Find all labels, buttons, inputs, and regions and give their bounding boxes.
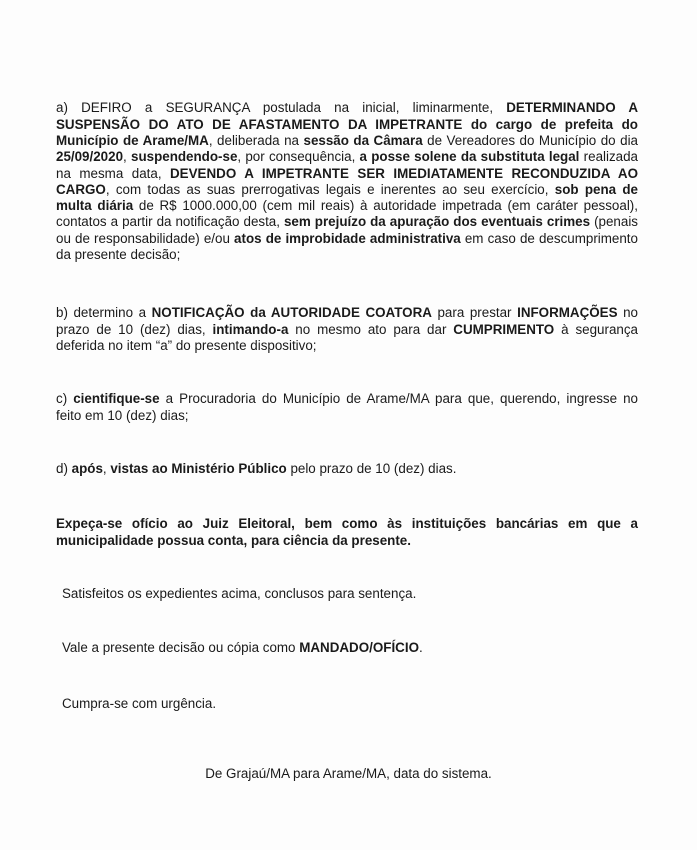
- paragraph-b: [56, 305, 638, 354]
- text-segment: à segurança deferida no item “a” do presente dispositivo;: [56, 321, 638, 353]
- bold-text-segment: sessão da Câmara: [303, 132, 423, 148]
- text-segment: a) DEFIRO a SEGURANÇA postulada na inicial, liminarmente,: [56, 100, 507, 116]
- text-segment: , com todas as suas prerrogativas legais e inerentes ao seu exercício,: [105, 181, 555, 197]
- text-segment: realizada na mesma data,: [56, 149, 638, 181]
- text-segment: em caso de descumprimento da presente decisão;: [56, 230, 638, 263]
- bold-text-segment: atos de improbidade administrativa: [234, 230, 461, 246]
- text-segment: c): [56, 391, 74, 407]
- bold-text-segment: suspendendo-se: [131, 149, 238, 165]
- text-segment: no prazo de 10 (dez) dias,: [56, 305, 638, 337]
- paragraph-d: [56, 461, 638, 477]
- paragraph-c: [56, 391, 638, 424]
- text-segment: , deliberada na: [208, 132, 304, 148]
- text-segment: ,: [102, 461, 111, 477]
- text-segment: b) determino a: [56, 305, 152, 321]
- text-segment: .: [418, 640, 423, 656]
- bold-text-segment: CUMPRIMENTO: [453, 321, 555, 337]
- text-segment: (penais ou de responsabilidade) e/ou: [56, 214, 638, 246]
- bold-text-segment: 25/09/2020: [56, 149, 124, 165]
- paragraph-satisfeitos: [62, 586, 644, 602]
- bold-text-segment: DEVENDO A IMPETRANTE SER IMEDIATAMENTE RECONDUZIDA AO CARGO: [56, 165, 638, 197]
- bold-text-segment: a posse solene da substituta legal: [359, 149, 580, 165]
- text-segment: para prestar: [431, 305, 518, 321]
- text-segment: de R$ 1000.000,00 (cem mil reais) à autoridade impetrada (em caráter pessoal), contatos a partir da notificação desta,: [56, 198, 638, 230]
- bold-text-segment: cientifique-se: [73, 391, 160, 407]
- bold-text-segment: após: [71, 461, 103, 477]
- text-segment: de Vereadores do Município do dia: [422, 132, 638, 148]
- bold-text-segment: NOTIFICAÇÃO da AUTORIDADE COATORA: [151, 305, 432, 321]
- text-segment: Cumpra-se com urgência.: [62, 696, 217, 712]
- bold-text-segment: sem prejuízo da apuração dos eventuais crimes: [283, 214, 591, 230]
- bold-text-segment: Expeça-se ofício ao Juiz Eleitoral, bem como às instituições bancárias em que a municipalidade possua conta, para ciência da presente.: [56, 516, 638, 548]
- paragraph-vale: [62, 640, 644, 656]
- paragraph-a: [56, 100, 638, 263]
- text-segment: Satisfeitos os expedientes acima, conclusos para sentença.: [62, 586, 417, 602]
- paragraph-cumpra-se: [62, 696, 644, 712]
- bold-text-segment: INFORMAÇÕES: [517, 305, 618, 321]
- paragraph-expeca-se: [56, 516, 638, 549]
- text-segment: , por consequência,: [237, 149, 360, 165]
- bold-text-segment: MANDADO/OFÍCIO: [299, 640, 419, 656]
- bold-text-segment: vistas ao Ministério Público: [110, 461, 287, 477]
- text-segment: d): [56, 461, 72, 477]
- text-segment: pelo prazo de 10 (dez) dias.: [286, 461, 457, 477]
- closing-line: De Grajaú/MA para Arame/MA, data do sistema.: [205, 766, 492, 781]
- text-segment: no mesmo ato para dar: [288, 321, 454, 337]
- text-segment: Vale a presente decisão ou cópia como: [62, 640, 300, 656]
- text-segment: a Procuradoria do Município de Arame/MA para que, querendo, ingresse no feito em 10 (dez) dias;: [56, 391, 638, 423]
- text-segment: ,: [123, 149, 131, 165]
- bold-text-segment: sob pena de multa diária: [56, 181, 638, 214]
- bold-text-segment: DETERMINANDO A SUSPENSÃO DO ATO DE AFASTAMENTO DA IMPETRANTE do cargo de prefeita do Município de Arame/MA: [56, 100, 639, 148]
- bold-text-segment: intimando-a: [212, 321, 289, 337]
